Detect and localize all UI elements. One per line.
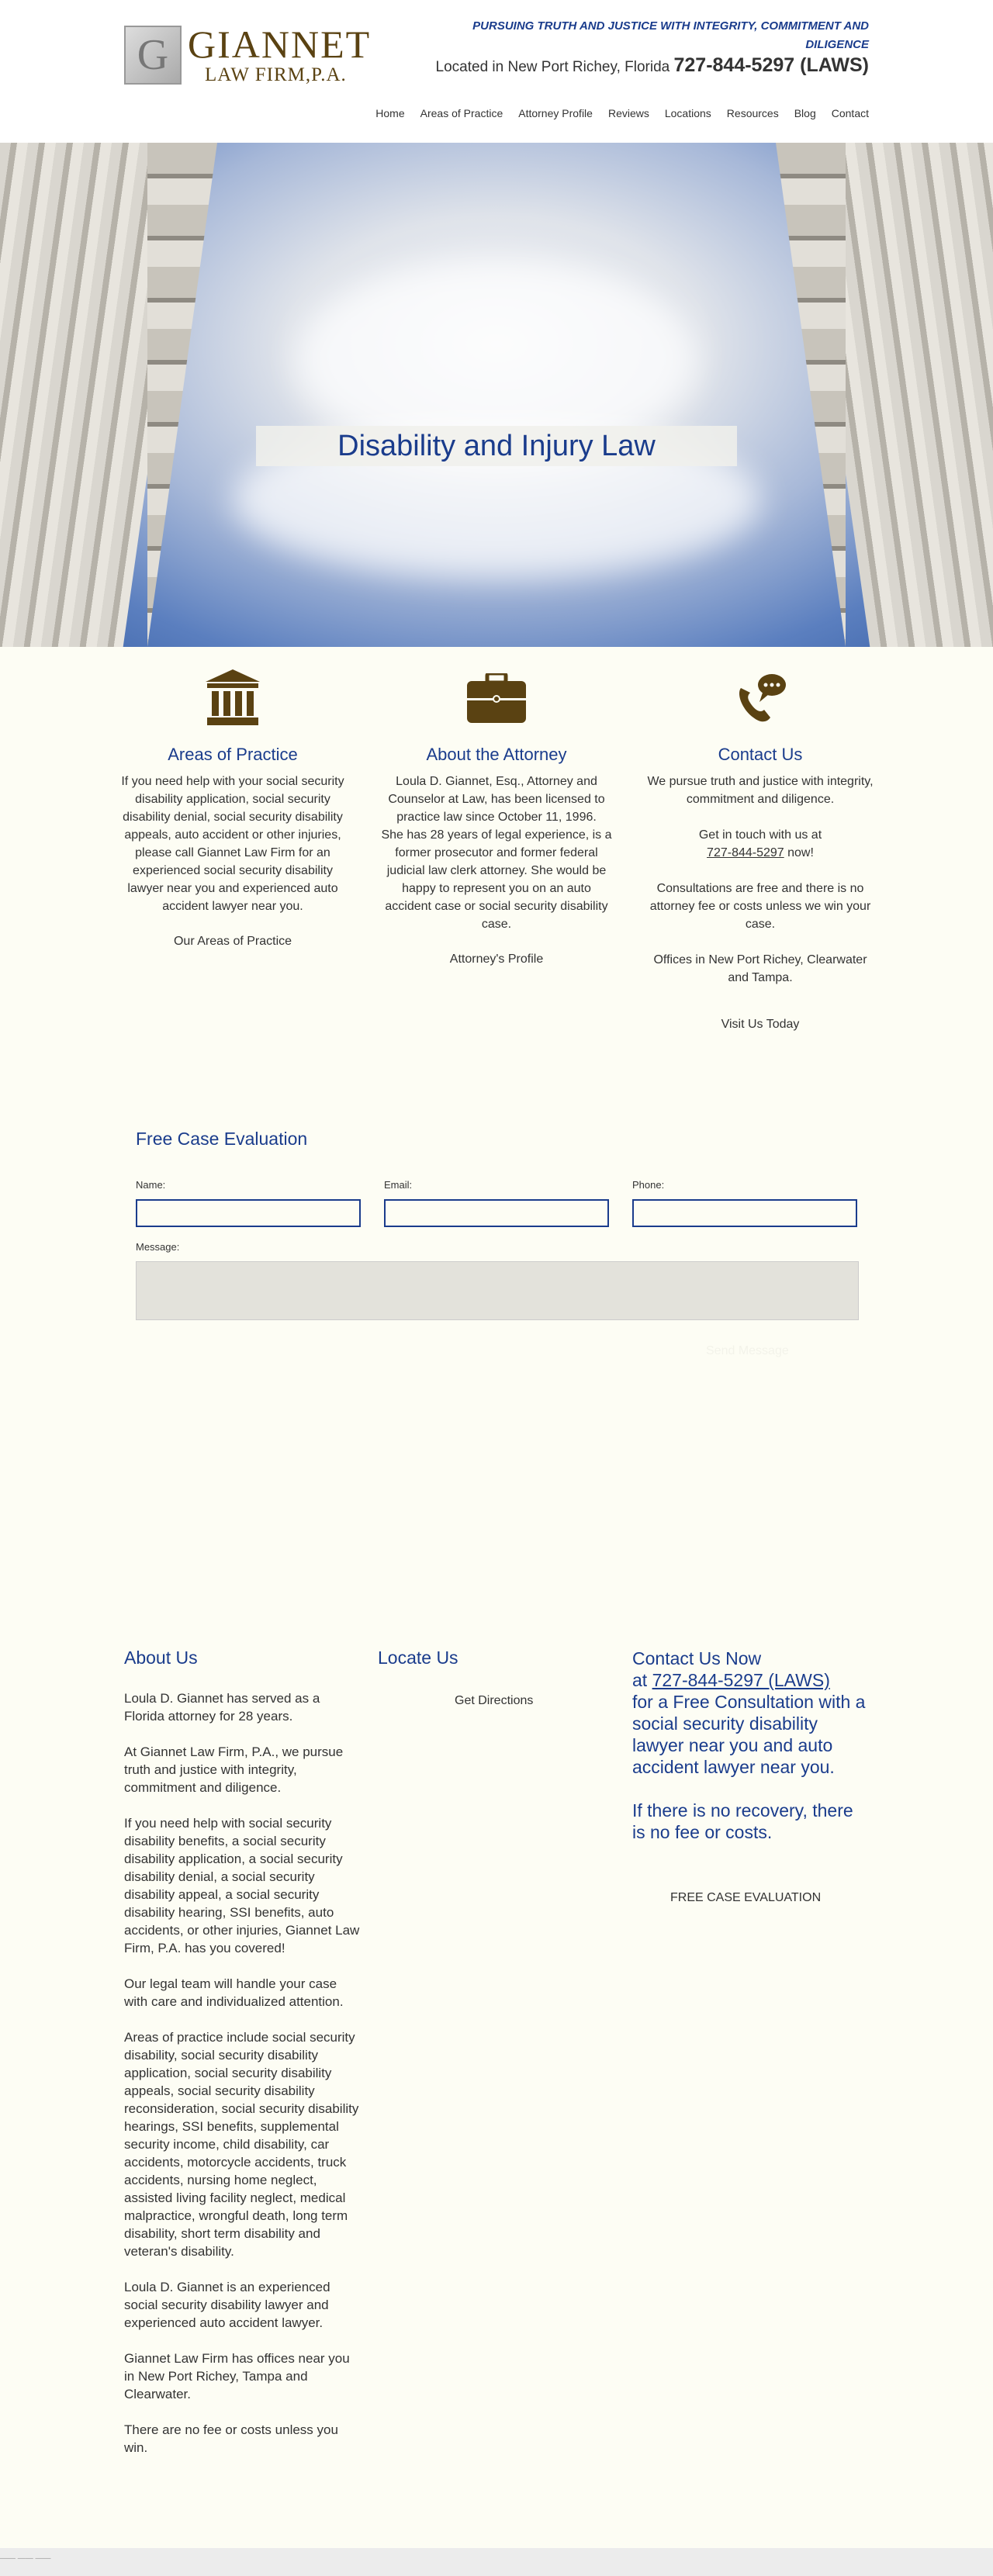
tagline: PURSUING TRUTH AND JUSTICE WITH INTEGRITY, COMMITMENT AND DILIGENCE xyxy=(472,19,869,51)
phone-label: Phone: xyxy=(632,1179,665,1191)
email-label: Email: xyxy=(384,1179,413,1191)
feature-body: Loula D. Giannet, Esq., Attorney and Counselor at Law, has been licensed to practice law since October 11, 1996. xyxy=(388,775,605,824)
areas-of-practice-link[interactable]: Our Areas of Practice xyxy=(173,935,292,948)
form-title: Free Case Evaluation xyxy=(136,1129,308,1149)
courthouse-icon xyxy=(116,667,349,729)
about-paragraph: Loula D. Giannet has served as a Florida attorney for 28 years. xyxy=(124,1691,320,1724)
locate-us-heading: Locate Us xyxy=(378,1648,458,1668)
about-paragraph: Areas of practice include social security disability, social security disability application, social security disability appeals, social security disability reconsideration, social security disability hearings, SSI benefits, supplemental security income, child disability, car accidents, motorcycle accidents, truck accidents, nursing home neglect, assisted living facility neglect, medical malpractice, wrongful death, long term disability, short term disability and veteran's disability. xyxy=(124,2030,359,2259)
main-nav xyxy=(360,107,869,119)
logo-line-2: LAW FIRM,P.A. xyxy=(205,64,347,85)
logo-wordmark xyxy=(188,22,372,85)
feature-body: Offices in New Port Richey, Clearwater and Tampa. xyxy=(653,953,867,984)
nav-blog[interactable]: Blog xyxy=(794,107,816,119)
nav-home[interactable]: Home xyxy=(375,107,405,119)
nav-reviews[interactable]: Reviews xyxy=(607,107,649,119)
contact-now-phone-line: at 727-844-5297 (LAWS) xyxy=(632,1670,830,1690)
email-input[interactable] xyxy=(384,1199,609,1227)
no-recovery-text: If there is no recovery, there is no fee or costs. xyxy=(632,1800,853,1842)
bottom-bar xyxy=(0,2548,993,2576)
about-paragraph: If you need help with social security disability benefits, a social security disability application, a social security disability denial, a social security disability appeal, a social security disability hearing, SSI benefits, auto accidents, or other injuries, Giannet Law Firm, P.A. has you covered! xyxy=(124,1816,360,1955)
logo-line-1: GIANNET xyxy=(188,22,372,66)
about-paragraph: There are no fee or costs unless you win. xyxy=(124,2422,338,2455)
attorney-profile-link[interactable]: Attorney's Profile xyxy=(449,953,544,966)
header-phone[interactable]: 727-844-5297 (LAWS) xyxy=(673,54,869,76)
feature-body: Get in touch with us at 727-844-5297 now! xyxy=(698,828,822,859)
feature-title: About the Attorney xyxy=(426,745,567,764)
message-label: Message: xyxy=(136,1241,180,1253)
message-textarea[interactable] xyxy=(136,1261,859,1320)
about-paragraph: At Giannet Law Firm, P.A., we pursue truth and justice with integrity, commitment and diligence. xyxy=(124,1744,344,1795)
phone-chat-icon xyxy=(644,667,877,729)
feature-title: Areas of Practice xyxy=(168,745,298,764)
logo[interactable] xyxy=(124,22,372,85)
feature-title: Contact Us xyxy=(718,745,803,764)
nav-attorney-profile[interactable]: Attorney Profile xyxy=(518,107,593,119)
feature-about-attorney xyxy=(380,667,613,966)
hero-ledge-right xyxy=(776,143,846,647)
nav-areas-of-practice[interactable]: Areas of Practice xyxy=(420,107,503,119)
contact-now-text: for a Free Consultation with a social security disability lawyer near you and auto accident lawyer near you. xyxy=(632,1692,866,1777)
name-label: Name: xyxy=(136,1179,166,1191)
feature-body: She has 28 years of legal experience, is a former prosecutor and former federal judicial law clerk attorney. She would be happy to represent you on an auto accident case or social security disability case. xyxy=(381,828,612,931)
hero-banner xyxy=(0,143,993,647)
send-message-button[interactable]: Send Message xyxy=(706,1344,789,1357)
site-header xyxy=(0,0,993,143)
phone-input[interactable] xyxy=(632,1199,857,1227)
contact-now-phone-link[interactable]: 727-844-5297 (LAWS) xyxy=(652,1670,830,1690)
location-line xyxy=(436,54,869,77)
about-paragraph: Loula D. Giannet is an experienced social security disability lawyer and experienced auto accident lawyer. xyxy=(124,2280,330,2330)
bottom-bar-text: —— —— —— xyxy=(0,2554,51,2563)
nav-locations[interactable]: Locations xyxy=(664,107,711,119)
hero-title: Disability and Injury Law xyxy=(256,426,737,466)
contact-now-heading: Contact Us Now xyxy=(632,1648,762,1668)
about-us-heading: About Us xyxy=(124,1648,198,1668)
feature-body: We pursue truth and justice with integrity, commitment and diligence. xyxy=(647,775,874,806)
briefcase-icon xyxy=(380,667,613,729)
about-us-text xyxy=(124,1689,361,2474)
feature-body: If you need help with your social security disability application, social security disability denial, social security disability appeals, auto accident or other injuries, please call Giannet Law Firm for an experienced social security disability lawyer near you and experienced auto accident lawyer near you. xyxy=(121,775,344,913)
hero-ledge-left xyxy=(147,143,217,647)
contact-now-block xyxy=(632,1648,869,1778)
nav-contact[interactable]: Contact xyxy=(831,107,869,119)
free-case-evaluation-link[interactable]: FREE CASE EVALUATION xyxy=(670,1891,822,1904)
get-directions-link[interactable]: Get Directions xyxy=(455,1694,534,1707)
contact-phone-link[interactable]: 727-844-5297 xyxy=(707,846,784,859)
feature-body: Consultations are free and there is no attorney fee or costs unless we win your case. xyxy=(649,882,871,931)
feature-contact-us xyxy=(644,667,877,1032)
nav-resources[interactable]: Resources xyxy=(726,107,779,119)
feature-areas-of-practice xyxy=(116,667,349,949)
about-paragraph: Our legal team will handle your case with care and individualized attention. xyxy=(124,1976,344,2009)
visit-us-link[interactable]: Visit Us Today xyxy=(721,1018,800,1031)
logo-emblem: G xyxy=(124,26,182,85)
location-text: Located in New Port Richey, Florida xyxy=(435,59,670,75)
name-input[interactable] xyxy=(136,1199,361,1227)
about-paragraph: Giannet Law Firm has offices near you in New Port Richey, Tampa and Clearwater. xyxy=(124,2351,350,2401)
